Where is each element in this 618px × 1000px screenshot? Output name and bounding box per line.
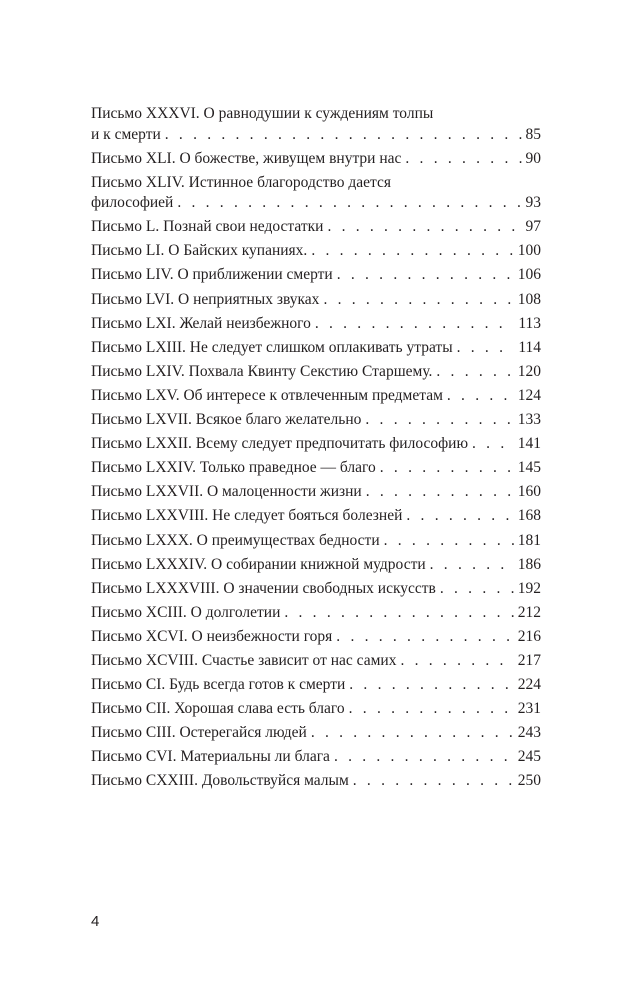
toc-entry[interactable]	[91, 241, 541, 262]
toc-entry[interactable]	[91, 314, 541, 335]
toc-entry-page: 120	[517, 362, 541, 380]
dot-leader	[311, 723, 514, 744]
page-number: 4	[91, 913, 100, 930]
toc-entry[interactable]	[91, 458, 541, 479]
toc-entry-title: Письмо LXXX. О преимуществах бедности	[91, 531, 380, 549]
toc-entry-page: 108	[517, 290, 541, 308]
toc-entry-title: Письмо LVI. О неприятных звуках	[91, 290, 320, 308]
dot-leader	[349, 675, 513, 696]
toc-entry-page: 100	[517, 242, 541, 260]
toc-entry-title: философией	[91, 194, 174, 212]
toc-entry-title: Письмо LIV. О приближении смерти	[91, 266, 333, 284]
dot-leader	[400, 651, 513, 672]
dot-leader	[311, 241, 513, 262]
dot-leader	[323, 290, 513, 311]
toc-entry-title: Письмо LXV. Об интересе к отвлеченным предметам	[91, 386, 443, 404]
toc-entry-page: 124	[517, 386, 541, 404]
dot-leader	[406, 506, 513, 527]
toc-entry[interactable]	[91, 386, 541, 407]
toc-entry-page: 224	[517, 676, 541, 694]
dot-leader	[327, 217, 521, 238]
toc-entry[interactable]	[91, 747, 541, 768]
toc-entry-title: Письмо XLI. О божестве, живущем внутри нас	[91, 149, 402, 167]
toc-entry-title: Письмо CI. Будь всегда готов к смерти	[91, 676, 346, 694]
toc-entry-page: 141	[517, 435, 541, 453]
toc-entry-title: Письмо LXI. Желай неизбежного	[91, 314, 311, 332]
toc-entry[interactable]	[91, 531, 541, 552]
toc-entry-page: 114	[518, 338, 541, 356]
toc-entry[interactable]	[91, 482, 541, 503]
toc-entry-page: 106	[517, 266, 541, 284]
dot-leader	[284, 603, 513, 624]
dot-leader	[405, 149, 521, 170]
toc-entry-page: 231	[517, 700, 541, 718]
toc-entry-title: Письмо LXIV. Похвала Квинту Секстию Старшему.	[91, 362, 433, 380]
toc-entry-page: 212	[517, 603, 541, 621]
toc-entry-page: 113	[518, 314, 541, 332]
toc-entry-title: Письмо LXVII. Всякое благо желательно	[91, 411, 362, 429]
toc-entry-page: 93	[525, 194, 541, 212]
toc-entry-page: 90	[525, 149, 541, 167]
dot-leader	[336, 627, 513, 648]
toc-entry[interactable]	[91, 338, 541, 359]
toc-entry-title: Письмо CXXIII. Довольствуйся малым	[91, 772, 349, 790]
toc-entry-title: Письмо XCVIII. Счастье зависит от нас самих	[91, 651, 397, 669]
toc-entry-title: Письмо LXXIV. Только праведное — благо	[91, 459, 376, 477]
toc-entry-title: Письмо LXXVII. О малоценности жизни	[91, 483, 362, 501]
toc-entry-title-line: Письмо XXXVI. О равнодушии к суждениям толпы	[91, 105, 434, 122]
dot-leader	[165, 125, 522, 146]
toc-entry-page: 216	[517, 627, 541, 645]
toc-entry-page: 85	[525, 125, 541, 143]
dot-leader	[472, 434, 514, 455]
toc-entry-page: 181	[517, 531, 541, 549]
dot-leader	[315, 314, 514, 335]
dot-leader	[430, 555, 514, 576]
toc-entry-page: 186	[517, 555, 541, 573]
dot-leader	[334, 747, 514, 768]
dot-leader	[457, 338, 515, 359]
toc-entry-title: Письмо LXXII. Всему следует предпочитать философию	[91, 435, 469, 453]
toc-entry-page: 168	[517, 507, 541, 525]
toc-entry[interactable]	[91, 723, 541, 744]
toc-entry[interactable]	[91, 651, 541, 672]
dot-leader	[365, 410, 513, 431]
toc-entry[interactable]	[91, 290, 541, 311]
toc-entry-page: 133	[517, 411, 541, 429]
toc-entry[interactable]	[91, 149, 541, 170]
toc-entry[interactable]	[91, 217, 541, 238]
toc-entry-page: 217	[517, 651, 541, 669]
toc-entry[interactable]	[91, 265, 541, 286]
toc-entry-title: и к смерти	[91, 125, 161, 143]
toc-entry-page: 243	[517, 724, 541, 742]
toc-entry-page: 245	[517, 748, 541, 766]
toc-entry[interactable]	[91, 579, 541, 600]
toc-entry[interactable]	[91, 699, 541, 720]
dot-leader	[337, 265, 514, 286]
toc-entry[interactable]	[91, 410, 541, 431]
dot-leader	[440, 579, 514, 600]
dot-leader	[177, 193, 521, 214]
dot-leader	[366, 482, 514, 503]
toc-entry-page: 192	[517, 579, 541, 597]
toc-entry-page: 145	[517, 459, 541, 477]
dot-leader	[436, 362, 513, 383]
dot-leader	[353, 771, 514, 792]
toc-entry[interactable]	[91, 362, 541, 383]
toc-entry[interactable]	[91, 675, 541, 696]
table-of-contents	[91, 104, 541, 796]
toc-entry[interactable]	[91, 555, 541, 576]
toc-entry-title-line: Письмо XLIV. Истинное благородство дается	[91, 173, 391, 191]
toc-entry[interactable]	[91, 173, 541, 214]
dot-leader	[384, 531, 514, 552]
toc-entry-title: Письмо LXXXVIII. О значении свободных искусств	[91, 579, 436, 597]
toc-entry-page: 250	[517, 772, 541, 790]
toc-entry-title: Письмо LXXXIV. О собирании книжной мудрости	[91, 555, 426, 573]
toc-entry-page: 97	[525, 218, 541, 236]
toc-entry[interactable]	[91, 434, 541, 455]
toc-entry[interactable]	[91, 506, 541, 527]
toc-entry[interactable]	[91, 771, 541, 792]
toc-entry-title: Письмо CVI. Материальны ли блага	[91, 748, 330, 766]
toc-entry[interactable]	[91, 603, 541, 624]
toc-entry-title: Письмо LI. О Байских купаниях.	[91, 242, 308, 260]
dot-leader	[349, 699, 514, 720]
toc-entry-title: Письмо XCVI. О неизбежности горя	[91, 627, 333, 645]
toc-entry-title: Письмо LXXVIII. Не следует бояться болезней	[91, 507, 403, 525]
toc-entry[interactable]	[91, 104, 541, 145]
toc-entry[interactable]	[91, 627, 541, 648]
dot-leader	[447, 386, 514, 407]
dot-leader	[380, 458, 514, 479]
toc-entry-title: Письмо L. Познай свои недостатки	[91, 218, 324, 236]
toc-entry-title: Письмо XCIII. О долголетии	[91, 603, 281, 621]
toc-entry-title: Письмо CIII. Остерегайся людей	[91, 724, 307, 742]
toc-entry-title: Письмо LXIII. Не следует слишком оплакивать утраты	[91, 338, 453, 356]
toc-entry-page: 160	[517, 483, 541, 501]
toc-entry-title: Письмо CII. Хорошая слава есть благо	[91, 700, 345, 718]
